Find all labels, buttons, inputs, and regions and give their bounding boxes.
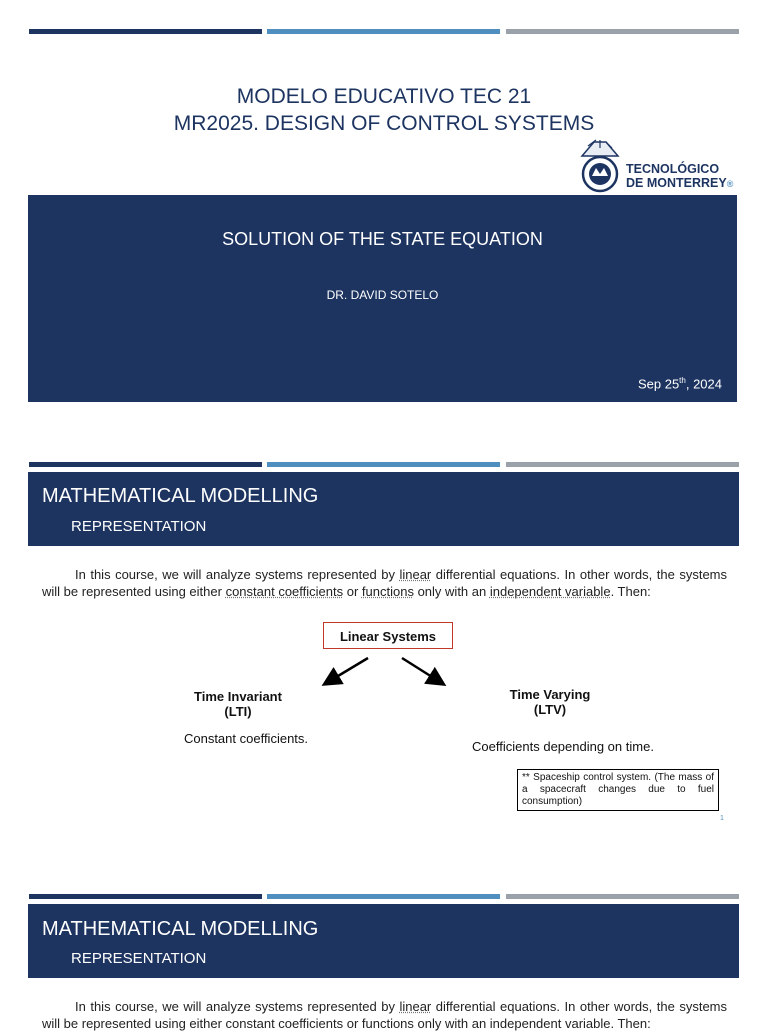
- para-text-b: differential equations. In other words, the systems will be represented using either: [42, 567, 728, 599]
- course-title-line1: MODELO EDUCATIVO TEC 21: [236, 85, 532, 108]
- para-term-linear: linear: [399, 567, 432, 582]
- ltv-abbreviation: (LTV): [533, 702, 567, 717]
- date-suffix-sup: th: [679, 376, 686, 385]
- lti-title: Time Invariant: [194, 689, 282, 704]
- logo-line-2-text: DE MONTERREY: [626, 176, 727, 190]
- accent-bar-gray: [506, 462, 739, 467]
- para-text-e: . Then:: [610, 584, 651, 599]
- accent-bar-gray: [506, 894, 739, 899]
- para-text-a: In this course, we will analyze systems represented by: [75, 999, 400, 1014]
- title-banner: [28, 195, 737, 402]
- lti-label: [168, 689, 308, 719]
- slide-header: [28, 904, 739, 978]
- para-term-constant: constant coefficients: [225, 584, 344, 599]
- presentation-date: [638, 376, 722, 391]
- logo-wordmark: [626, 162, 733, 191]
- logo-mark-icon: ®: [726, 179, 734, 189]
- accent-bar-blue: [267, 462, 500, 467]
- para-term-independent: independent variable: [489, 584, 611, 599]
- intro-paragraph: [42, 566, 727, 600]
- logo-line-2: [626, 176, 733, 191]
- slide-header: [28, 472, 739, 546]
- lti-description: Constant coefficients.: [183, 731, 309, 746]
- para-term-linear: linear: [399, 999, 432, 1014]
- seal-logo-icon: [576, 138, 624, 194]
- author-name: DR. DAVID SOTELO: [326, 288, 439, 302]
- para-text-c: or: [343, 584, 362, 599]
- ltv-label: [482, 687, 618, 717]
- accent-bar-blue: [267, 29, 500, 34]
- ltv-description: Coefficients depending on time.: [472, 739, 654, 754]
- para-term-functions: functions: [361, 584, 414, 599]
- course-title-line2: MR2025. DESIGN OF CONTROL SYSTEMS: [173, 112, 595, 135]
- date-prefix: Sep 25: [637, 376, 680, 392]
- header-title: MATHEMATICAL MODELLING: [42, 485, 319, 507]
- accent-bar-dark: [29, 462, 262, 467]
- page-number: 1: [720, 815, 724, 822]
- spaceship-note: ** Spaceship control system. (The mass of a spacecraft changes due to fuel consumption): [517, 769, 719, 811]
- date-year: , 2024: [685, 376, 722, 392]
- ltv-title: Time Varying: [509, 687, 591, 702]
- linear-systems-box: Linear Systems: [323, 622, 453, 649]
- branch-arrows-icon: [318, 654, 452, 690]
- logo-line-1: TECNOLÓGICO: [626, 162, 720, 176]
- accent-bar-dark: [29, 894, 262, 899]
- accent-bar-gray: [506, 29, 739, 34]
- header-subtitle: REPRESENTATION: [71, 518, 207, 535]
- intro-paragraph: [42, 998, 727, 1032]
- para-text-a: In this course, we will analyze systems represented by: [75, 567, 400, 582]
- header-title: MATHEMATICAL MODELLING: [42, 918, 319, 940]
- presentation-title: SOLUTION OF THE STATE EQUATION: [222, 229, 543, 249]
- accent-bar-dark: [29, 29, 262, 34]
- para-text-b: differential equations. In other words, the systems will be represented using either constant coefficients or functions only with an independent variable. Then:: [42, 999, 728, 1031]
- header-subtitle: REPRESENTATION: [71, 950, 207, 967]
- accent-bar-blue: [267, 894, 500, 899]
- lti-abbreviation: (LTI): [224, 704, 252, 719]
- para-text-d: only with an: [413, 584, 490, 599]
